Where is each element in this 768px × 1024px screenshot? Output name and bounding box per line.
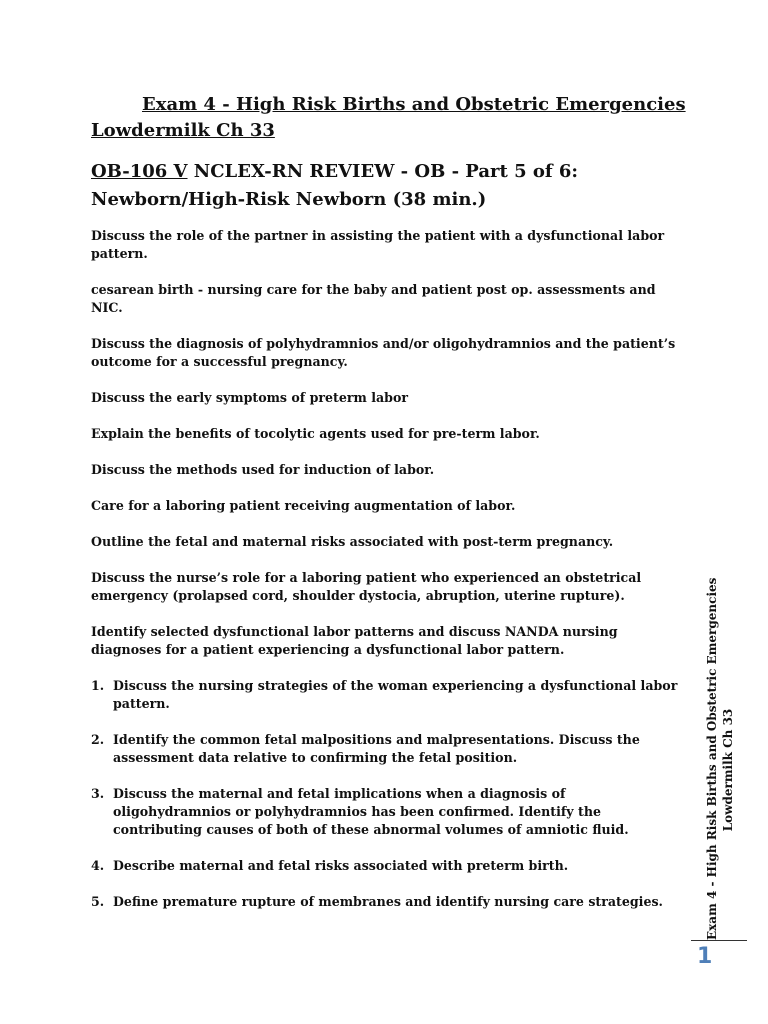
review-heading xyxy=(91,158,691,214)
paragraph: Identify selected dysfunctional labor patterns and discuss NANDA nursing diagnoses for a patient experiencing a dysfunctional labor pattern. xyxy=(91,624,618,657)
list-item-text: Describe maternal and fetal risks associated with preterm birth. xyxy=(113,858,569,873)
paragraph: Outline the fetal and maternal risks associated with post-term pregnancy. xyxy=(91,534,614,549)
side-header-text xyxy=(704,577,736,940)
list-item xyxy=(91,677,681,713)
list-item xyxy=(91,857,681,875)
list-item-text: Define premature rupture of membranes and identify nursing care strategies. xyxy=(113,894,663,909)
list-number: 5. xyxy=(91,894,105,909)
numbered-list xyxy=(91,677,681,911)
list-item xyxy=(91,731,681,767)
list-item-text: Identify the common fetal malpositions and malpresentations. Discuss the assessment data relative to confirming the fetal position. xyxy=(113,732,640,765)
paragraph: Care for a laboring patient receiving augmentation of labor. xyxy=(91,498,516,513)
paragraph: Discuss the nurse’s role for a laboring patient who experienced an obstetrical emergency (prolapsed cord, shoulder dystocia, abruption, uterine rupture). xyxy=(91,570,642,603)
paragraph: Discuss the early symptoms of preterm labor xyxy=(91,390,409,405)
page-number: 1 xyxy=(697,944,713,969)
review-code: OB-106 V xyxy=(91,161,188,182)
side-header-line2: Lowdermilk Ch 33 xyxy=(721,708,735,832)
side-header-line1: Exam 4 - High Risk Births and Obstetric Emergencies xyxy=(705,577,719,940)
paragraph: Discuss the diagnosis of polyhydramnios and/or oligohydramnios and the patient’s outcome for a successful pregnancy. xyxy=(91,336,676,369)
list-number: 1. xyxy=(91,678,105,693)
list-item-text: Discuss the nursing strategies of the woman experiencing a dysfunctional labor pattern. xyxy=(113,678,678,711)
paragraph: cesarean birth - nursing care for the baby and patient post op. assessments and NIC. xyxy=(91,282,656,315)
document-title: Exam 4 - High Risk Births and Obstetric Emergencies xyxy=(142,94,686,115)
list-item xyxy=(91,893,681,911)
paragraph: Discuss the methods used for induction of labor. xyxy=(91,462,435,477)
paragraph: Discuss the role of the partner in assisting the patient with a dysfunctional labor pattern. xyxy=(91,228,665,261)
paragraph: Explain the benefits of tocolytic agents used for pre-term labor. xyxy=(91,426,540,441)
list-number: 3. xyxy=(91,786,105,801)
side-header xyxy=(691,577,749,940)
review-text: NCLEX-RN REVIEW - OB - Part 5 of 6: Newborn/High-Risk Newborn (38 min.) xyxy=(91,161,579,210)
footer-divider xyxy=(691,940,747,941)
list-item xyxy=(91,785,681,839)
document-body xyxy=(91,227,681,929)
list-item-text: Discuss the maternal and fetal implications when a diagnosis of oligohydramnios or polyhydramnios has been confirmed. Identify the contributing causes of both of these abnormal volumes of amniotic fluid. xyxy=(113,786,629,837)
list-number: 2. xyxy=(91,732,105,747)
document-subtitle: Lowdermilk Ch 33 xyxy=(91,120,275,141)
list-number: 4. xyxy=(91,858,105,873)
